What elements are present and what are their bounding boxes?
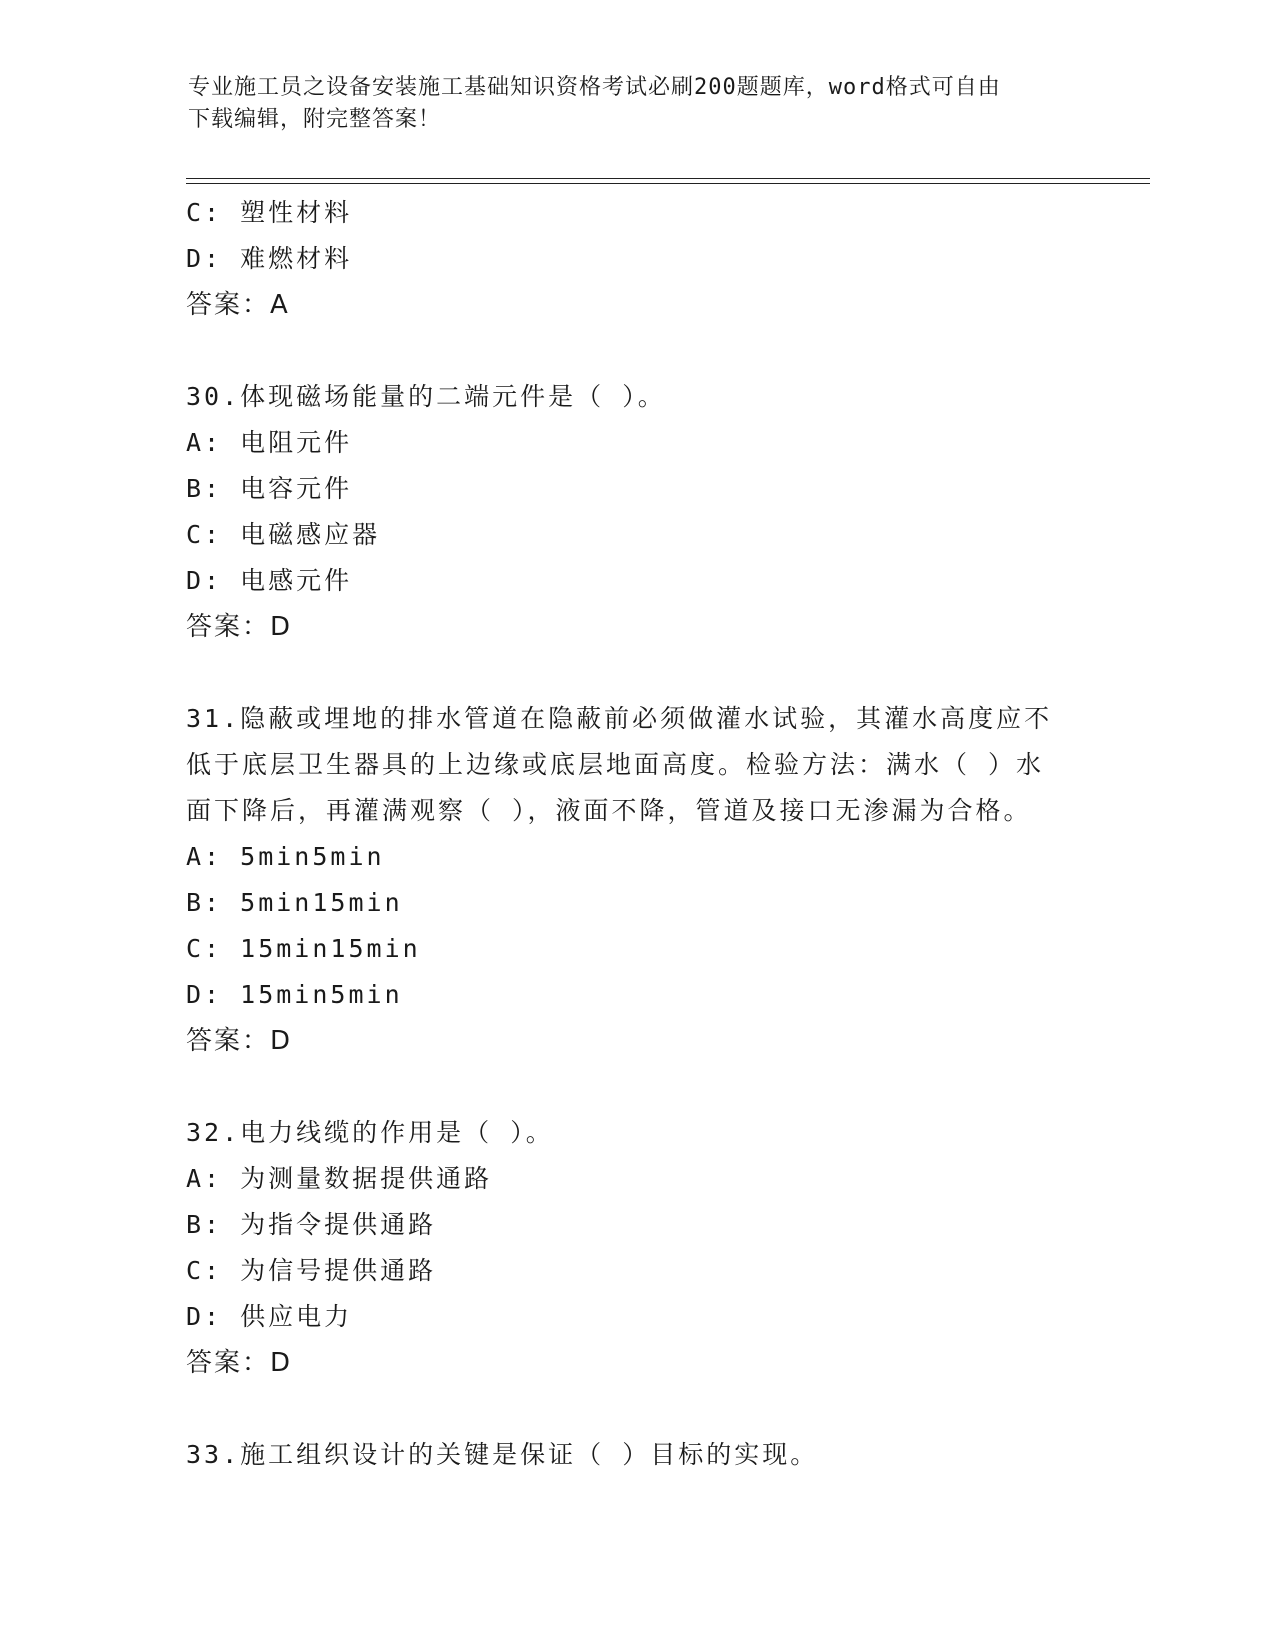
option-d: D: 难燃材料 bbox=[186, 244, 353, 273]
header-divider-bottom bbox=[186, 183, 1150, 184]
question-stem: 32.电力线缆的作用是（ ）。 bbox=[186, 1118, 554, 1147]
option-d: D: 电感元件 bbox=[186, 566, 353, 595]
question-32 bbox=[186, 1110, 1086, 1386]
question-stem: 33.施工组织设计的关键是保证（ ）目标的实现。 bbox=[186, 1440, 819, 1469]
document-header bbox=[188, 72, 1068, 136]
answer-line: 答案：D bbox=[186, 1026, 293, 1056]
header-divider-top bbox=[186, 178, 1150, 179]
option-d: D: 15min5min bbox=[186, 980, 403, 1009]
spacer bbox=[186, 650, 1086, 696]
question-stem: 30.体现磁场能量的二端元件是（ ）。 bbox=[186, 382, 666, 411]
option-c: C: 塑性材料 bbox=[186, 198, 353, 227]
option-b: B: 电容元件 bbox=[186, 474, 353, 503]
option-a: A: 5min5min bbox=[186, 842, 385, 871]
spacer bbox=[186, 1064, 1086, 1110]
question-list bbox=[186, 190, 1086, 1478]
answer-line: 答案：D bbox=[186, 612, 293, 642]
option-c: C: 15min15min bbox=[186, 934, 421, 963]
header-line-2: 下载编辑，附完整答案！ bbox=[188, 107, 442, 132]
option-a: A: 为测量数据提供通路 bbox=[186, 1164, 493, 1193]
option-a: A: 电阻元件 bbox=[186, 428, 353, 457]
answer-line: 答案：D bbox=[186, 1348, 293, 1378]
question-stem-line-1: 31.隐蔽或埋地的排水管道在隐蔽前必须做灌水试验，其灌水高度应不 bbox=[186, 704, 1053, 733]
question-30 bbox=[186, 374, 1086, 650]
spacer bbox=[186, 1386, 1086, 1432]
option-b: B: 为指令提供通路 bbox=[186, 1210, 437, 1239]
option-c: C: 为信号提供通路 bbox=[186, 1256, 437, 1285]
question-31 bbox=[186, 696, 1086, 1064]
answer-line: 答案：A bbox=[186, 290, 290, 320]
question-33 bbox=[186, 1432, 1086, 1478]
question-stem-line-3: 面下降后，再灌满观察（ ），液面不降，管道及接口无渗漏为合格。 bbox=[186, 796, 1032, 825]
question-stem-line-2: 低于底层卫生器具的上边缘或底层地面高度。检验方法：满水（ ）水 bbox=[186, 750, 1045, 779]
option-d: D: 供应电力 bbox=[186, 1302, 353, 1331]
option-b: B: 5min15min bbox=[186, 888, 403, 917]
header-line-1: 专业施工员之设备安装施工基础知识资格考试必刷200题题库，word格式可自由 bbox=[188, 75, 1001, 100]
spacer bbox=[186, 328, 1086, 374]
option-c: C: 电磁感应器 bbox=[186, 520, 381, 549]
question-29 bbox=[186, 190, 1086, 328]
